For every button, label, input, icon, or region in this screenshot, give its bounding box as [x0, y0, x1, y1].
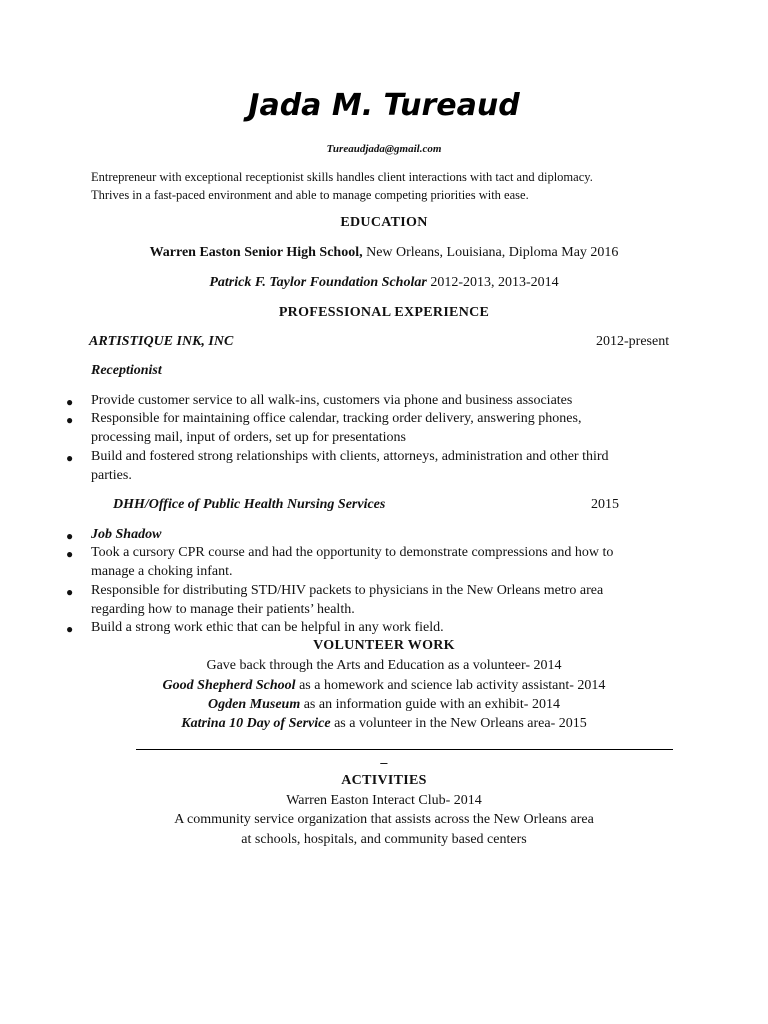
bullet-marker: ● — [66, 585, 74, 599]
email-address[interactable]: Tureaudjada@gmail.com — [326, 143, 442, 155]
volunteer-line-4 — [0, 716, 768, 732]
volunteer-desc-3: as a volunteer in the New Orleans area- 2015 — [330, 716, 587, 731]
job2-bullet-4: Build a strong work ethic that can be helpful in any work field. — [91, 620, 444, 635]
bullet-marker: ● — [66, 529, 74, 543]
job1-dates: 2012-present — [596, 334, 670, 349]
education-heading: EDUCATION — [340, 215, 428, 230]
volunteer-org-3: Katrina 10 Day of Service — [181, 716, 331, 731]
volunteer-line-1: Gave back through the Arts and Education as a volunteer- 2014 — [206, 658, 562, 673]
bullet-marker: ● — [66, 622, 74, 636]
divider-dash: _ — [380, 751, 388, 766]
bullet-marker: ● — [66, 451, 74, 465]
resume-name: Jada M. Tureaud — [248, 88, 520, 123]
school-detail: New Orleans, Louisiana, Diploma May 2016 — [362, 245, 619, 260]
activities-heading: ACTIVITIES — [341, 773, 427, 788]
activities-line-2: A community service organization that assists across the New Orleans area — [174, 812, 594, 827]
job2-bullet-3-cont: regarding how to manage their patients’ health. — [91, 602, 355, 617]
job2-company: DHH/Office of Public Health Nursing Services — [113, 497, 386, 512]
job2-bullet-3: Responsible for distributing STD/HIV packets to physicians in the New Orleans metro area — [91, 583, 604, 598]
job2-dates: 2015 — [591, 497, 619, 512]
job1-title: Receptionist — [91, 363, 162, 378]
bullet-marker: ● — [66, 547, 74, 561]
experience-heading: PROFESSIONAL EXPERIENCE — [278, 305, 490, 320]
job2-bullet-2-cont: manage a choking infant. — [91, 564, 233, 579]
volunteer-heading: VOLUNTEER WORK — [313, 638, 455, 653]
education-school-line — [0, 245, 768, 261]
activities-line-3: at schools, hospitals, and community based centers — [241, 832, 527, 847]
job1-bullet-3: Build and fostered strong relationships with clients, attorneys, administration and other third — [91, 449, 609, 464]
bullet-marker: ● — [66, 413, 74, 427]
job1-company: ARTISTIQUE INK, INC — [89, 334, 234, 349]
activities-line-1: Warren Easton Interact Club- 2014 — [286, 793, 482, 808]
summary-line-2: Thrives in a fast-paced environment and able to manage competing priorities with ease. — [91, 188, 529, 202]
volunteer-line-3 — [0, 697, 768, 713]
section-divider — [136, 749, 673, 750]
summary-line-1: Entrepreneur with exceptional receptionist skills handles client interactions with tact and diplomacy. — [91, 170, 593, 184]
scholar-title: Patrick F. Taylor Foundation Scholar — [209, 275, 427, 290]
job1-bullet-3-cont: parties. — [91, 468, 132, 483]
scholar-years: 2012-2013, 2013-2014 — [426, 275, 559, 290]
school-name: Warren Easton Senior High School, — [149, 245, 363, 260]
bullet-marker: ● — [66, 395, 74, 409]
job1-bullet-2-cont: processing mail, input of orders, set up for presentations — [91, 430, 406, 445]
volunteer-org-2: Ogden Museum — [208, 697, 301, 712]
job1-bullet-2: Responsible for maintaining office calendar, tracking order delivery, answering phones, — [91, 411, 582, 426]
job2-bullet-1: Job Shadow — [91, 527, 162, 542]
job1-bullet-1: Provide customer service to all walk-ins, customers via phone and business associates — [91, 393, 573, 408]
job2-bullet-2: Took a cursory CPR course and had the opportunity to demonstrate compressions and how to — [91, 545, 614, 560]
volunteer-org-1: Good Shepherd School — [162, 678, 296, 693]
scholar-line — [0, 275, 768, 291]
volunteer-line-2 — [0, 678, 768, 694]
volunteer-desc-1: as a homework and science lab activity assistant- 2014 — [295, 678, 606, 693]
volunteer-desc-2: as an information guide with an exhibit- 2014 — [300, 697, 560, 712]
